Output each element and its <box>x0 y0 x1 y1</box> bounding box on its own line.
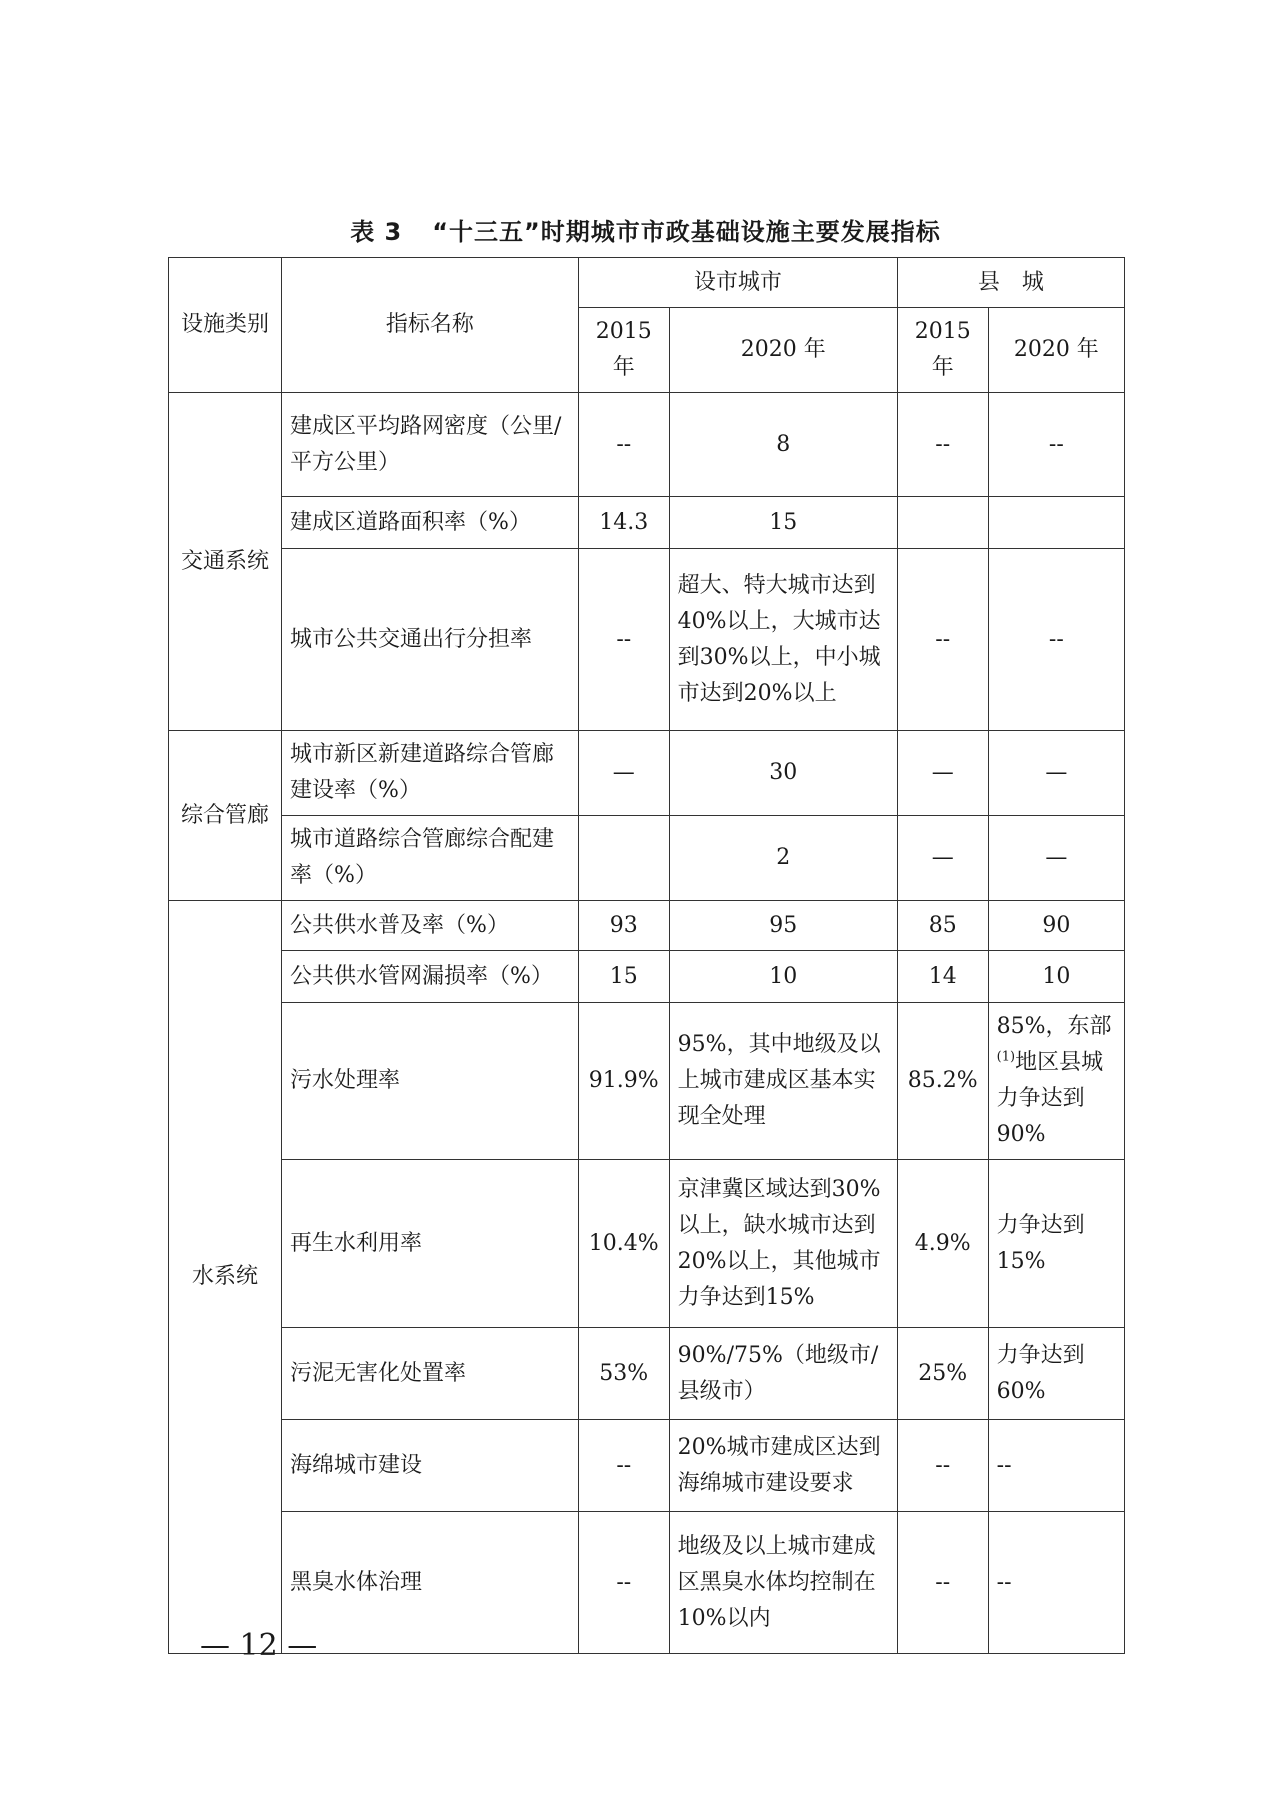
city-2015-value: -- <box>578 1512 669 1654</box>
indicator-name: 城市新区新建道路综合管廊建设率（%） <box>282 731 579 816</box>
city-2020-value: 地级及以上城市建成区黑臭水体均控制在10%以内 <box>669 1512 897 1654</box>
city-2015-value: 10.4% <box>578 1160 669 1328</box>
header-county-2020: 2020 年 <box>988 308 1124 393</box>
county-2015-value: — <box>897 731 988 816</box>
table-row <box>169 731 1125 816</box>
footnote-marker: (1) <box>996 1049 1016 1065</box>
indicator-name: 污泥无害化处置率 <box>282 1328 579 1420</box>
county-2020-value: 10 <box>988 951 1124 1003</box>
county-2020-value: -- <box>988 1512 1124 1654</box>
indicator-name: 再生水利用率 <box>282 1160 579 1328</box>
header-city-2015: 2015 年 <box>578 308 669 393</box>
city-2020-value: 2 <box>669 816 897 901</box>
county-2015-value: -- <box>897 1512 988 1654</box>
county-2015-value: -- <box>897 1420 988 1512</box>
county-2020-value: -- <box>988 549 1124 731</box>
county-2020-value <box>988 497 1124 549</box>
city-2020-value: 90%/75%（地级市/县级市） <box>669 1328 897 1420</box>
county-2015-value: — <box>897 816 988 901</box>
county-2020-value <box>988 1003 1124 1160</box>
city-2020-value: 30 <box>669 731 897 816</box>
city-2015-value <box>578 816 669 901</box>
category-cell: 交通系统 <box>169 393 282 731</box>
header-indicator: 指标名称 <box>282 258 579 393</box>
county-2020-value: — <box>988 731 1124 816</box>
county-2015-value: 4.9% <box>897 1160 988 1328</box>
city-2015-value: — <box>578 731 669 816</box>
city-2015-value: 93 <box>578 901 669 951</box>
county-2020-value: 力争达到60% <box>988 1328 1124 1420</box>
city-2015-value: -- <box>578 549 669 731</box>
county-2015-value <box>897 497 988 549</box>
city-2015-value: 91.9% <box>578 1003 669 1160</box>
indicator-name: 公共供水管网漏损率（%） <box>282 951 579 1003</box>
table-row <box>169 951 1125 1003</box>
city-2020-value: 95%，其中地级及以上城市建成区基本实现全处理 <box>669 1003 897 1160</box>
table-row <box>169 1003 1125 1160</box>
indicator-name: 污水处理率 <box>282 1003 579 1160</box>
table-row <box>169 901 1125 951</box>
city-2020-value: 京津冀区域达到30%以上，缺水城市达到20%以上，其他城市力争达到15% <box>669 1160 897 1328</box>
county-2020-text-b: 地区县城力争达到90% <box>996 1050 1104 1147</box>
indicator-name: 海绵城市建设 <box>282 1420 579 1512</box>
header-city-group: 设市城市 <box>578 258 897 308</box>
table-row <box>169 497 1125 549</box>
city-2015-value: -- <box>578 393 669 497</box>
county-2020-value: -- <box>988 393 1124 497</box>
table-number: 表 3 <box>350 218 403 246</box>
county-2015-value: 14 <box>897 951 988 1003</box>
table-row <box>169 393 1125 497</box>
indicator-name: 建成区平均路网密度（公里/平方公里） <box>282 393 579 497</box>
county-2020-value: 力争达到15% <box>988 1160 1124 1328</box>
indicator-name: 城市道路综合管廊综合配建率（%） <box>282 816 579 901</box>
indicator-name: 公共供水普及率（%） <box>282 901 579 951</box>
city-2020-value: 8 <box>669 393 897 497</box>
county-2015-value: 85.2% <box>897 1003 988 1160</box>
indicator-name: 城市公共交通出行分担率 <box>282 549 579 731</box>
county-2015-value: -- <box>897 393 988 497</box>
page-number: — 12 — <box>200 1628 318 1663</box>
header-county-group: 县 城 <box>897 258 1124 308</box>
city-2015-value: 53% <box>578 1328 669 1420</box>
table-row <box>169 1160 1125 1328</box>
county-2020-value: 90 <box>988 901 1124 951</box>
header-county-2015: 2015 年 <box>897 308 988 393</box>
table-row <box>169 1420 1125 1512</box>
county-2015-value: 25% <box>897 1328 988 1420</box>
county-2020-value: -- <box>988 1420 1124 1512</box>
indicator-name: 黑臭水体治理 <box>282 1512 579 1654</box>
header-category: 设施类别 <box>169 258 282 393</box>
table-row <box>169 816 1125 901</box>
table-row <box>169 1328 1125 1420</box>
county-2020-text-a: 85%，东部 <box>996 1014 1112 1039</box>
city-2015-value: -- <box>578 1420 669 1512</box>
table-title-text: “十三五”时期城市市政基础设施主要发展指标 <box>432 218 941 246</box>
city-2015-value: 14.3 <box>578 497 669 549</box>
table-title <box>168 212 1123 247</box>
city-2020-value: 15 <box>669 497 897 549</box>
category-cell: 综合管廊 <box>169 731 282 901</box>
city-2020-value: 20%城市建成区达到海绵城市建设要求 <box>669 1420 897 1512</box>
county-2015-value: 85 <box>897 901 988 951</box>
indicator-name: 建成区道路面积率（%） <box>282 497 579 549</box>
indicators-table <box>168 257 1125 1654</box>
county-2020-value: — <box>988 816 1124 901</box>
city-2020-value: 95 <box>669 901 897 951</box>
city-2020-value: 超大、特大城市达到40%以上，大城市达到30%以上，中小城市达到20%以上 <box>669 549 897 731</box>
city-2015-value: 15 <box>578 951 669 1003</box>
header-city-2020: 2020 年 <box>669 308 897 393</box>
county-2015-value: -- <box>897 549 988 731</box>
table-row <box>169 549 1125 731</box>
category-cell: 水系统 <box>169 901 282 1654</box>
city-2020-value: 10 <box>669 951 897 1003</box>
